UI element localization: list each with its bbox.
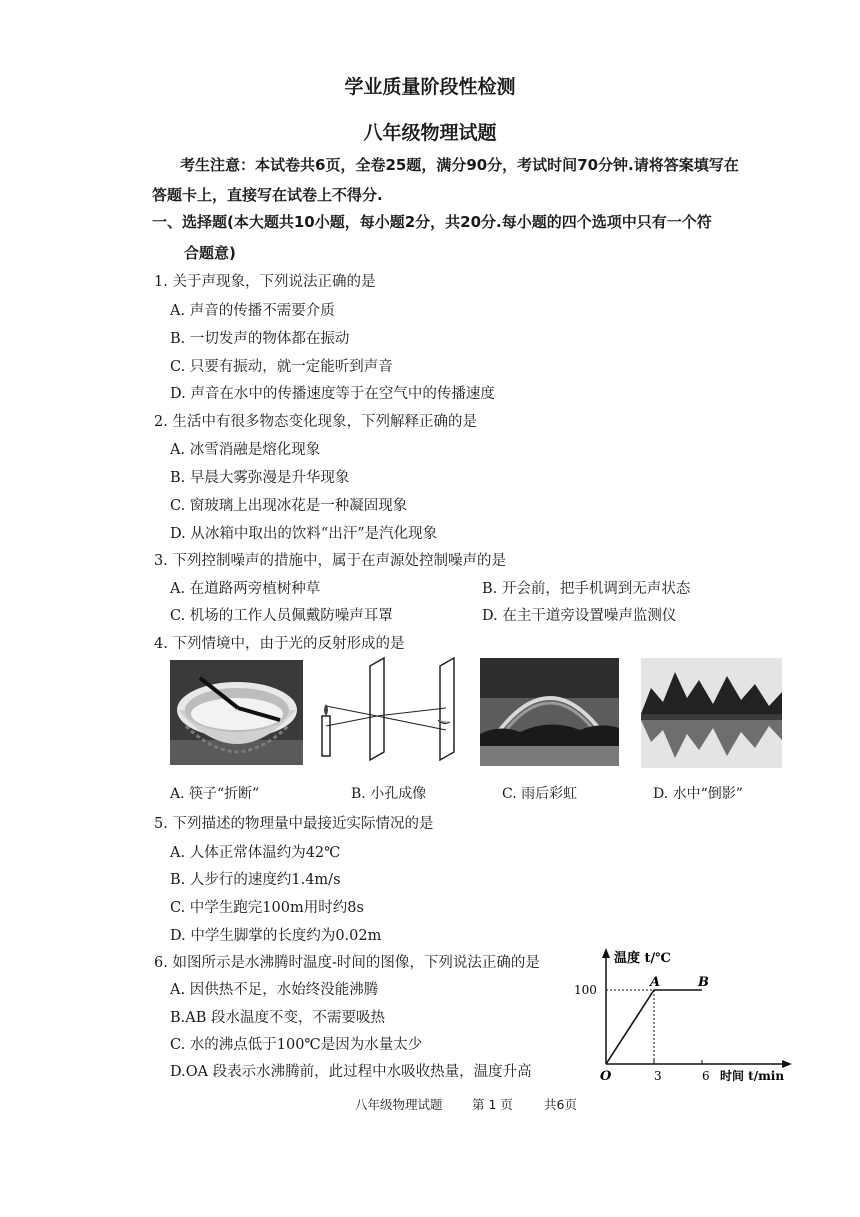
q5-option-d: D. 中学生脚掌的长度约为0.02m [170,928,382,944]
chopstick-bowl-image [170,660,303,765]
section-heading-line-2: 合题意) [184,244,236,262]
q3-option-c: C. 机场的工作人员佩戴防噪声耳罩 [170,608,393,624]
section-heading-line-1: 一、选择题(本大题共10小题，每小题2分，共20分.每小题的四个选项中只有一个符 [152,213,712,231]
notice-line-1: 考生注意：本试卷共6页，全卷25题，满分90分，考试时间70分钟.请将答案填写在 [180,156,739,174]
water-reflection-image [641,658,782,768]
q1-option-d: D. 声音在水中的传播速度等于在空气中的传播速度 [170,386,495,402]
q4-option-a: A. 筷子“折断” [170,786,260,802]
q2-option-d: D. 从冰箱中取出的饮料“出汗”是汽化现象 [170,526,438,542]
footer-course: 八年级物理试题 [355,1097,443,1112]
q4-option-d: D. 水中“倒影” [653,786,743,802]
q5-option-b: B. 人步行的速度约1.4m/s [170,872,341,888]
x-tick-6: 6 [702,1069,710,1083]
q5-option-c: C. 中学生跑完100m用时约8s [170,900,364,916]
q1-option-b: B. 一切发声的物体都在振动 [170,331,350,347]
point-b-label: B [698,975,709,990]
q3-stem: 3. 下列控制噪声的措施中，属于在声源处控制噪声的是 [154,553,506,569]
q6-option-d: D.OA 段表示水沸腾前，此过程中水吸收热量，温度升高 [170,1064,532,1080]
q1-stem: 1. 关于声现象，下列说法正确的是 [154,274,376,290]
x-axis-arrow-icon [782,1060,792,1068]
pinhole-imaging-image [318,656,464,768]
y-tick-100: 100 [574,983,597,997]
graph-axes [602,948,792,1068]
exam-title: 学业质量阶段性检测 [344,76,516,98]
q1-option-c: C. 只要有振动，就一定能听到声音 [170,359,393,375]
q6-option-a: A. 因供热不足，水始终没能沸腾 [170,982,379,998]
exam-subtitle: 八年级物理试题 [363,122,497,144]
footer-total: 共6页 [544,1097,577,1112]
q5-option-a: A. 人体正常体温约为42℃ [170,845,341,861]
point-a-label: A [650,975,661,990]
q2-option-b: B. 早晨大雾弥漫是升华现象 [170,470,350,486]
q3-option-a: A. 在道路两旁植树种草 [170,581,321,597]
x-tick-3: 3 [654,1069,662,1083]
q6-option-c: C. 水的沸点低于100℃是因为水量太少 [170,1037,423,1053]
q3-option-d: D. 在主干道旁设置噪声监测仪 [482,608,677,624]
rainbow-image [480,658,619,766]
origin-label: O [600,1069,612,1084]
q4-option-c: C. 雨后彩虹 [502,786,578,802]
q6-option-b: B.AB 段水温度不变，不需要吸热 [170,1010,385,1026]
y-axis-arrow-icon [602,948,610,958]
q4-stem: 4. 下列情境中，由于光的反射形成的是 [154,636,405,652]
q1-option-a: A. 声音的传播不需要介质 [170,303,335,319]
q2-stem: 2. 生活中有很多物态变化现象，下列解释正确的是 [154,414,477,430]
boiling-graph [570,940,800,1085]
q2-option-a: A. 冰雪消融是熔化现象 [170,442,321,458]
q6-stem: 6. 如图所示是水沸腾时温度-时间的图像，下列说法正确的是 [154,955,540,971]
x-axis-label: 时间 t/min [720,1069,785,1083]
footer-page: 第 1 页 [472,1097,513,1112]
q4-option-b: B. 小孔成像 [351,786,427,802]
q5-stem: 5. 下列描述的物理量中最接近实际情况的是 [154,816,434,832]
q2-option-c: C. 窗玻璃上出现冰花是一种凝固现象 [170,498,408,514]
y-axis-label: 温度 t/℃ [614,951,671,966]
q3-option-b: B. 开会前，把手机调到无声状态 [482,581,691,597]
notice-line-2: 答题卡上，直接写在试卷上不得分. [152,186,383,204]
